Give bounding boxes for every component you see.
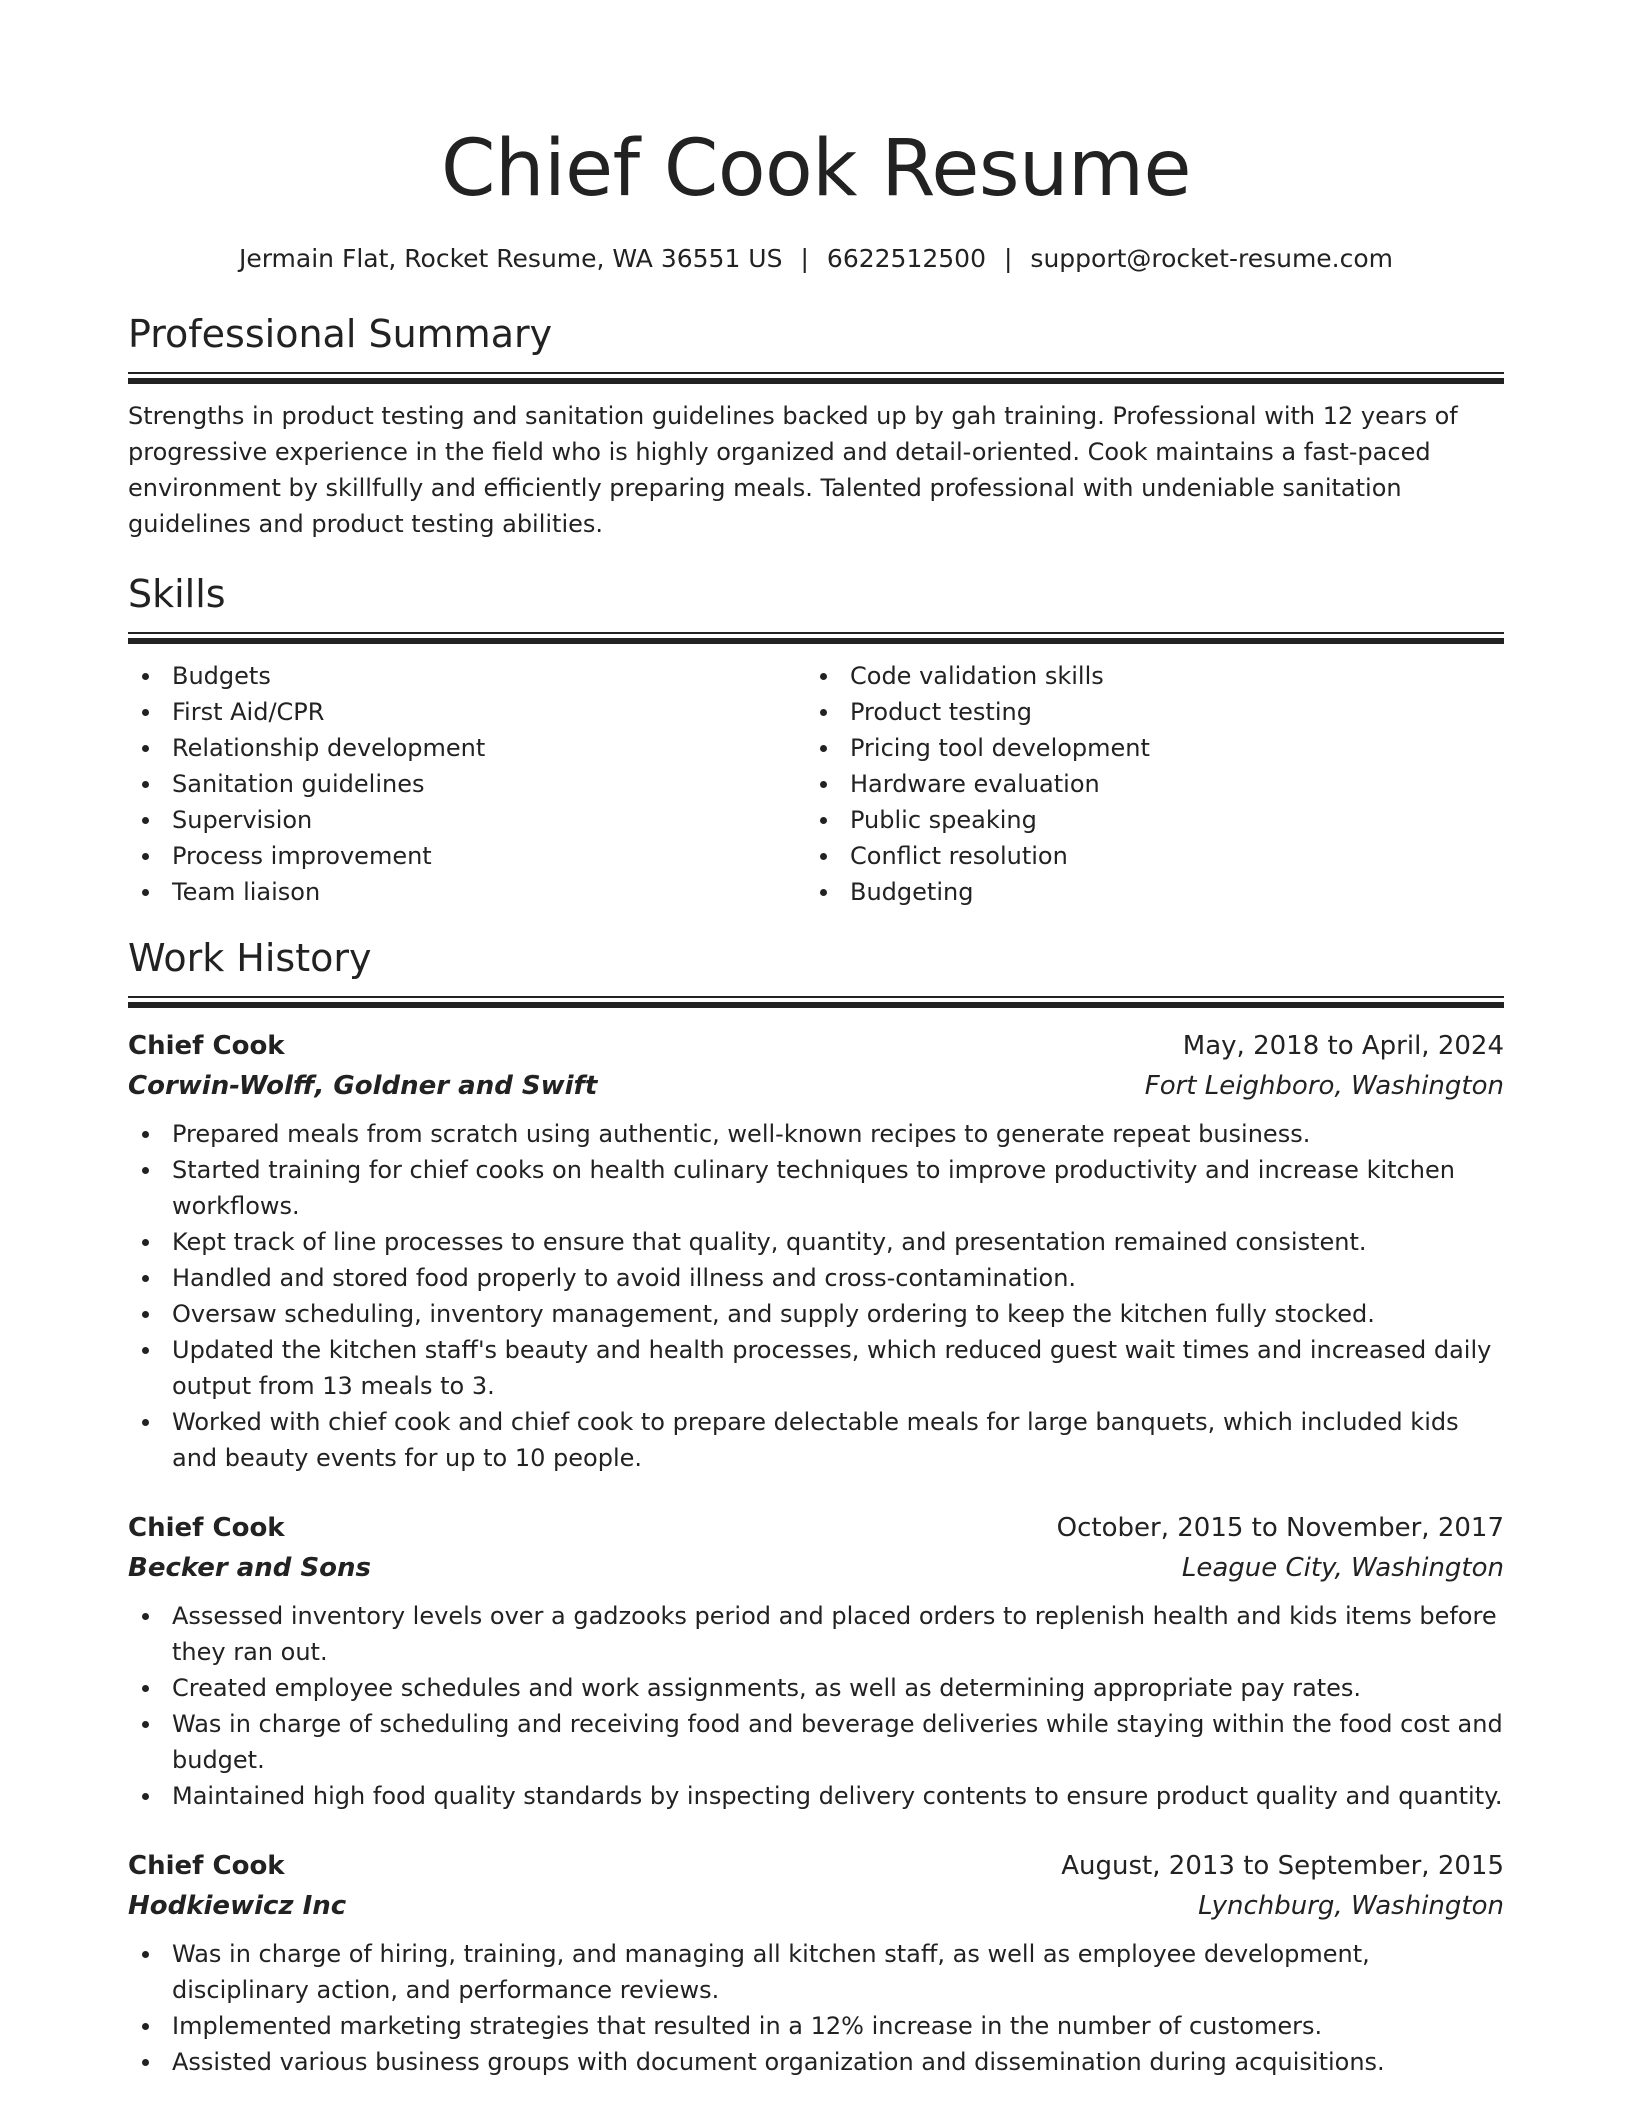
job-company: Hodkiewicz Inc	[128, 1891, 347, 1921]
job-company: Corwin-Wolff, Goldner and Swift	[128, 1071, 598, 1101]
section-title-summary: Professional Summary	[128, 312, 553, 356]
job-subheader	[128, 1886, 1504, 1926]
job-entry	[128, 1508, 1504, 1814]
skill-item: Budgeting	[806, 874, 1484, 910]
work-history-section	[128, 934, 1504, 2080]
resume-page	[128, 0, 1504, 2080]
job-bullet: Assessed inventory levels over a gadzooks period and placed orders to replenish health and kids items before they ran out.	[128, 1598, 1504, 1670]
contact-email: support@rocket-resume.com	[1030, 244, 1394, 273]
section-divider	[128, 632, 1504, 644]
job-bullet: Implemented marketing strategies that resulted in a 12% increase in the number of customers.	[128, 2008, 1504, 2044]
job-subheader	[128, 1548, 1504, 1588]
job-bullet: Updated the kitchen staff's beauty and health processes, which reduced guest wait times and increased daily output from 13 meals to 3.	[128, 1332, 1504, 1404]
job-header	[128, 1508, 1504, 1548]
skill-item: Public speaking	[806, 802, 1484, 838]
skill-item: Supervision	[128, 802, 806, 838]
skill-item: Conflict resolution	[806, 838, 1484, 874]
resume-title: Chief Cook Resume	[441, 124, 1191, 214]
section-divider	[128, 372, 1504, 384]
job-dates: May, 2018 to April, 2024	[1182, 1031, 1504, 1061]
job-bullet: Kept track of line processes to ensure that quality, quantity, and presentation remained consistent.	[128, 1224, 1504, 1260]
job-bullet: Was in charge of scheduling and receiving food and beverage deliveries while staying within the food cost and budget.	[128, 1706, 1504, 1778]
skill-item: Process improvement	[128, 838, 806, 874]
skill-item: Hardware evaluation	[806, 766, 1484, 802]
job-location: Lynchburg, Washington	[1198, 1891, 1504, 1921]
job-bullet: Maintained high food quality standards by inspecting delivery contents to ensure product quality and quantity.	[128, 1778, 1504, 1814]
job-dates: August, 2013 to September, 2015	[1061, 1851, 1504, 1881]
job-bullet: Handled and stored food properly to avoid illness and cross-contamination.	[128, 1260, 1504, 1296]
job-subheader	[128, 1066, 1504, 1106]
job-bullets	[128, 1936, 1504, 2080]
summary-text: Strengths in product testing and sanitation guidelines backed up by gah training. Professional with 12 years of progressive experience in the field who is highly organized and detail-oriented. Cook maintains a fast-paced environment by skillfully and efficiently preparing meals. Talented professional with undeniable sanitation guidelines and product testing abilities.	[128, 402, 1458, 538]
job-title: Chief Cook	[128, 1513, 285, 1543]
skill-item: First Aid/CPR	[128, 694, 806, 730]
skill-item: Product testing	[806, 694, 1484, 730]
job-bullet: Started training for chief cooks on health culinary techniques to improve productivity and increase kitchen workflows.	[128, 1152, 1504, 1224]
skill-item: Sanitation guidelines	[128, 766, 806, 802]
contact-line	[128, 242, 1504, 276]
contact-separator: |	[1003, 244, 1013, 273]
job-bullets	[128, 1116, 1504, 1476]
contact-phone: 6622512500	[826, 244, 986, 273]
skill-item: Relationship development	[128, 730, 806, 766]
job-header	[128, 1026, 1504, 1066]
job-bullet: Oversaw scheduling, inventory management, and supply ordering to keep the kitchen fully stocked.	[128, 1296, 1504, 1332]
skills-list-left	[128, 658, 806, 910]
section-title-skills: Skills	[128, 572, 226, 616]
section-title-work-history: Work History	[128, 936, 372, 980]
job-company: Becker and Sons	[128, 1553, 372, 1583]
contact-separator: |	[800, 244, 809, 273]
job-bullet: Was in charge of hiring, training, and managing all kitchen staff, as well as employee development, disciplinary action, and performance reviews.	[128, 1936, 1504, 2008]
skills-columns	[128, 658, 1504, 910]
job-entry	[128, 1026, 1504, 1476]
skill-item: Team liaison	[128, 874, 806, 910]
skills-section	[128, 570, 1504, 910]
skill-item: Pricing tool development	[806, 730, 1484, 766]
job-dates: October, 2015 to November, 2017	[1056, 1513, 1504, 1543]
skill-item: Budgets	[128, 658, 806, 694]
job-bullet: Assisted various business groups with document organization and dissemination during acquisitions.	[128, 2044, 1504, 2080]
skill-item: Code validation skills	[806, 658, 1484, 694]
job-entry	[128, 1846, 1504, 2080]
job-location: League City, Washington	[1181, 1553, 1504, 1583]
job-bullet: Created employee schedules and work assignments, as well as determining appropriate pay rates.	[128, 1670, 1504, 1706]
skills-list-right	[806, 658, 1484, 910]
contact-address: Jermain Flat, Rocket Resume, WA 36551 US	[238, 244, 783, 273]
job-header	[128, 1846, 1504, 1886]
job-bullet: Prepared meals from scratch using authentic, well-known recipes to generate repeat business.	[128, 1116, 1504, 1152]
summary-section	[128, 310, 1504, 542]
job-title: Chief Cook	[128, 1031, 285, 1061]
job-bullets	[128, 1598, 1504, 1814]
job-bullet: Worked with chief cook and chief cook to prepare delectable meals for large banquets, which included kids and beauty events for up to 10 people.	[128, 1404, 1504, 1476]
job-title: Chief Cook	[128, 1851, 285, 1881]
job-location: Fort Leighboro, Washington	[1144, 1071, 1504, 1101]
section-divider	[128, 996, 1504, 1008]
